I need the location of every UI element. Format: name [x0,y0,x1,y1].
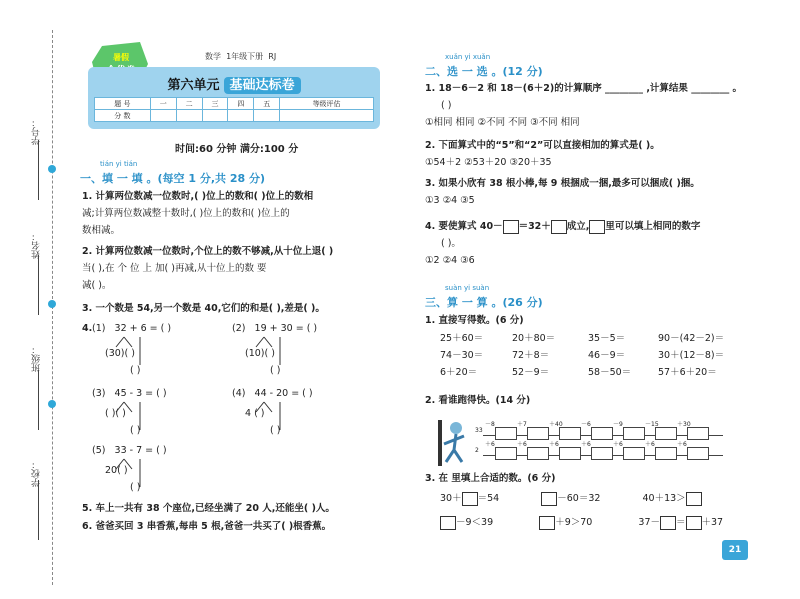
blank-box[interactable] [551,220,567,234]
time-line: 时间:60 分钟 满分:100 分 [175,144,299,155]
q4-item-1: (1) 32 + 6 = ( ) [92,323,172,334]
q4-item-3-result[interactable]: ( ) [130,425,141,436]
q4-item-5-result[interactable]: ( ) [130,482,141,493]
school-blank[interactable] [38,480,39,540]
s3-question-2: 2. 看谁跑得快。(14 分) [425,395,531,406]
question-2: 2. 计算两位数减一位数时,个位上的数不够减,从十位上退( ) 当( ),在 个 位 上 加( )再减,从十位上的数 要 减( )。 [82,246,334,291]
q4-item-4: (4) 44 - 20 = ( ) [232,388,313,399]
name-label: 姓名： [32,232,42,259]
name-blank[interactable] [38,255,39,315]
question-1: 1. 计算两位数减一位数时,( )位上的数和( )位上的数相 减;计算两位数减整十数时,( )位上的数和( )位上的 数相减。 [82,191,314,236]
s3-question-1: 1. 直接写得数。(6 分) [425,315,524,326]
class-blank[interactable] [38,370,39,430]
q4-item-3: (3) 45 - 3 = ( ) [92,388,167,399]
q4-item-2-result[interactable]: ( ) [270,365,281,376]
q4-item-4-result[interactable]: ( ) [270,425,281,436]
q4-item-2: (2) 19 + 30 = ( ) [232,323,318,334]
section1-title: 一、填 一 填 。(每空 1 分,共 28 分) [80,172,266,185]
question-5: 5. 车上一共有 38 个座位,已经坐满了 20 人,还能坐( )人。 [82,503,335,514]
q4-item-1-split[interactable]: (30)( ) [105,348,135,359]
blank-box[interactable] [503,220,519,234]
s2-question-1: 1. 18－6－2 和 18－(6＋2)的计算顺序 ________ ,计算结果 ________ 。 ( ) ①相同 相同 ②不同 不同 ③不同 相同 [425,83,743,128]
section3-pinyin: suàn yi suàn [445,284,490,292]
s2-question-4: 4. 要使算式 40－ ＝32＋ 成立, 里可以填上相同的数字 ( )。 ①2 ②4 ③6 [425,221,701,266]
section2-title: 二、选 一 选 。(12 分) [425,65,543,78]
section1-pinyin: tián yi tián [100,160,138,168]
binding-dot [48,165,56,173]
section3-title: 三、算 一 算 。(26 分) [425,296,543,309]
fill-box-row-1: 30＋ ＝54 －60＝32 40＋13＞ [440,490,702,507]
q4-item-5: (5) 33 - 7 = ( ) [92,445,167,456]
binding-dot [48,300,56,308]
s2-question-2: 2. 下面算式中的“5”和“2”可以直接相加的算式是( )。 ①54＋2 ②53＋20 ③20＋35 [425,140,660,168]
number-label: 学号： [32,118,42,145]
logo-line1: 暑假 [113,53,129,62]
s2-question-3: 3. 如果小欣有 38 根小棒,每 9 根捆成一捆,最多可以捆成( )捆。 ①3 ②4 ③5 [425,178,700,206]
question-6: 6. 爸爸买回 3 串香蕉,每串 5 根,爸爸一共买了( )根香蕉。 [82,521,332,532]
q4-item-1-result[interactable]: ( ) [130,365,141,376]
question-4-label: 4. [82,323,93,334]
score-table: 题 号 一 二 三 四 五 等级评估 分 数 [94,97,374,122]
exam-title: 第六单元 基础达标卷 [88,74,380,93]
binding-sidebar [0,0,70,599]
section2-pinyin: xuǎn yi xuǎn [445,53,491,61]
number-blank[interactable] [38,140,39,200]
page-number: 21 [722,540,748,560]
subject-line: 数学 1年级下册 RJ [205,52,277,61]
blank-box[interactable] [589,220,605,234]
q4-item-3-split[interactable]: ( )( ) [105,408,126,419]
school-label: 学校： [32,460,42,487]
mental-calc-grid: 25＋60＝ 20＋80＝ 35－5＝ 90－(42－2)＝ 74－30＝ 72＋8＝ 46－9＝ 30＋(12－8)＝ 6＋20＝ 52－9＝ 58－50＝ 57＋6＋20＝ [440,333,725,378]
title-banner [88,67,380,129]
s3-question-3: 3. 在 里填上合适的数。(6 分) [425,473,556,484]
runner-icon [432,418,472,468]
question-3: 3. 一个数是 54,另一个数是 40,它们的和是( ),差是( )。 [82,303,325,314]
binding-dot [48,400,56,408]
fill-box-row-2: －9＜39 ＋9＞70 37－ ＝ ＋37 [440,514,723,531]
q4-item-5-split[interactable]: 20( ) [105,465,128,476]
q4-item-4-split[interactable]: 4 ( ) [245,408,265,419]
q4-item-2-split[interactable]: (10)( ) [245,348,275,359]
class-label: 班级： [32,345,42,372]
race-tracks: 33 2 －8 ＋7 ＋40 －6 －9 －15 ＋30 ＋6 ＋6 ＋6 ＋6 ＋6 ＋6 ＋6 [475,425,725,465]
